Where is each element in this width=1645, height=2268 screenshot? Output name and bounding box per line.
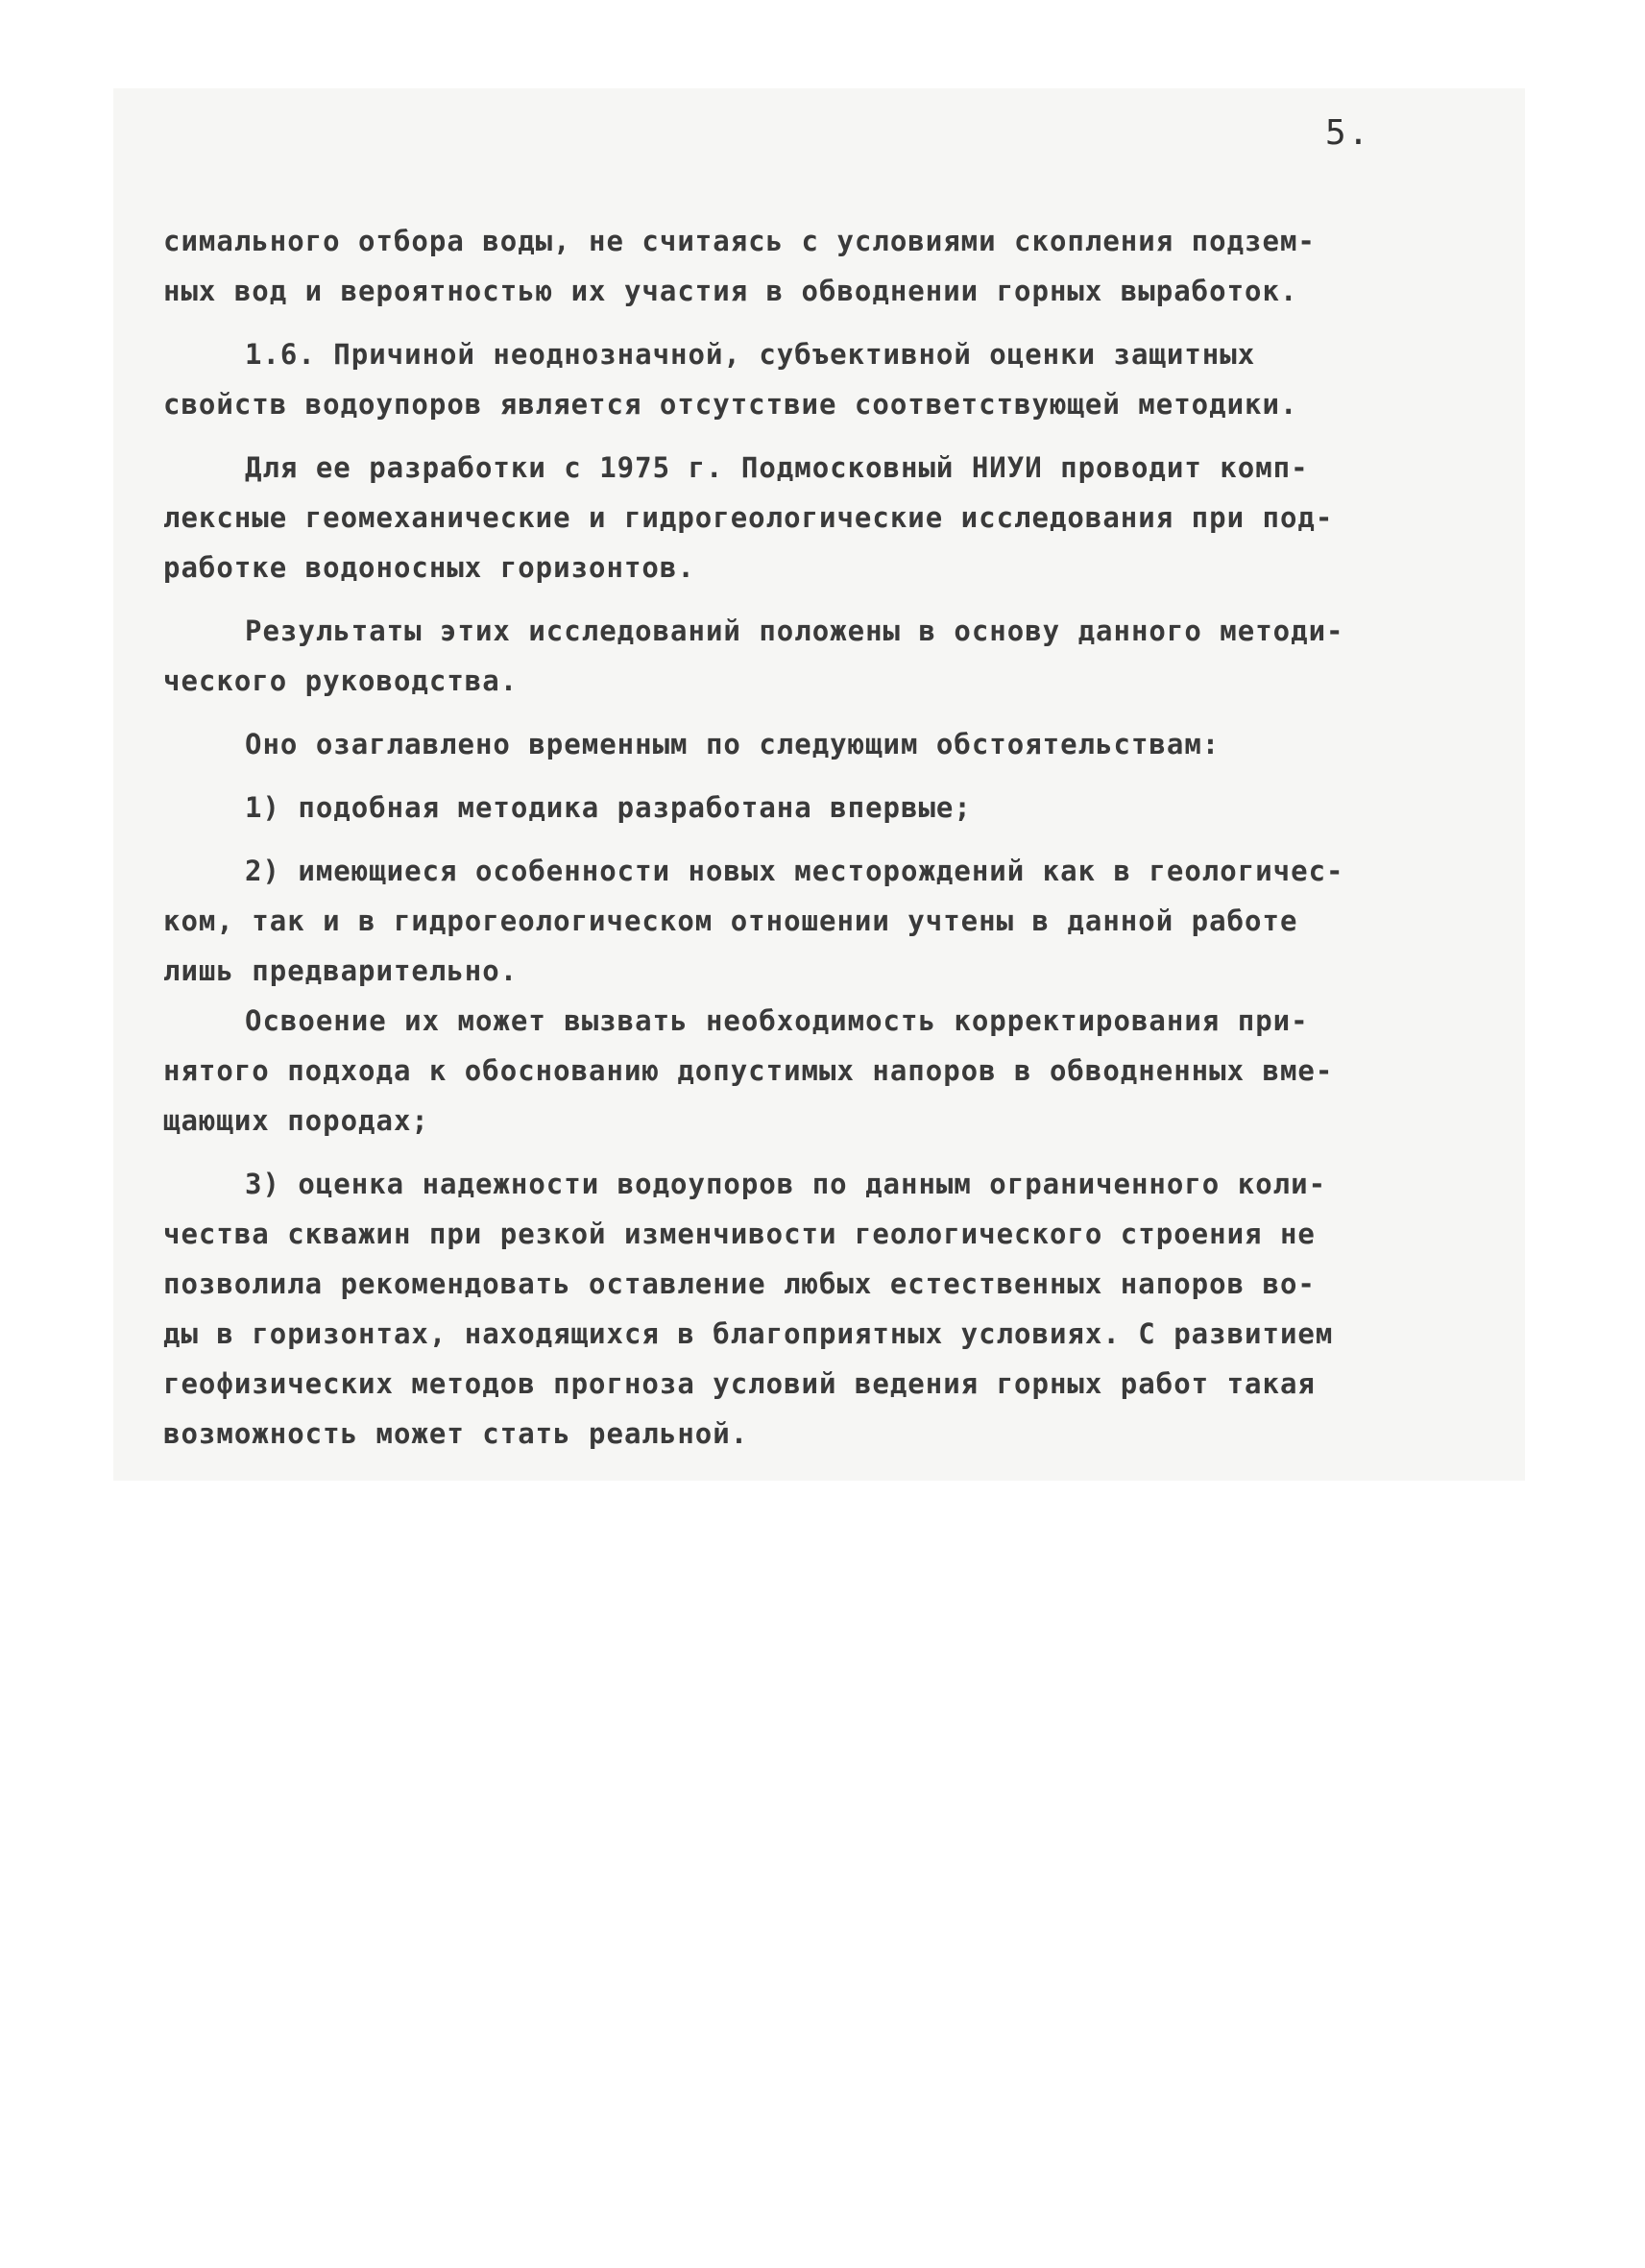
text-line: Освоение их может вызвать необходимость корректирования при- [245,1004,1309,1037]
text-line: ком, так и в гидрогеологическом отношении учтены в данной работе [163,905,1298,937]
paragraph [163,606,1498,706]
text-line: лексные геомеханические и гидрогеологические исследования при под- [163,501,1334,534]
text-line: свойств водоупоров является отсутствие соответствующей методики. [163,388,1298,421]
paragraph [163,329,1498,429]
text-line: ных вод и вероятностью их участия в обводнении горных выработок. [163,275,1298,307]
text-line: позволила рекомендовать оставление любых естественных напоров во- [163,1267,1316,1300]
paragraph [163,443,1498,592]
text-line: 1.6. Причиной неоднозначной, субъективной оценки защитных [245,338,1256,371]
paragraph [163,216,1498,316]
page-number: 5. [1325,113,1371,153]
text-line: ческого руководства. [163,664,519,697]
text-line: симального отбора воды, не считаясь с условиями скопления подзем- [163,225,1316,257]
text-line: 1) подобная методика разработана впервые; [245,791,972,824]
text-line: Результаты этих исследований положены в основу данного методи- [245,615,1344,647]
document-body [163,216,1498,1459]
text-line: лишь предварительно. [163,954,519,987]
text-line: Для ее разработки с 1975 г. Подмосковный НИУИ проводит комп- [245,451,1309,484]
text-line: 2) имеющиеся особенности новых месторождений как в геологичес- [245,855,1344,887]
text-line: чества скважин при резкой изменчивости геологического строения не [163,1218,1316,1250]
text-line: нятого подхода к обоснованию допустимых напоров в обводненных вме- [163,1054,1334,1087]
text-line: возможность может стать реальной. [163,1417,749,1450]
text-line: геофизических методов прогноза условий ведения горных работ такая [163,1367,1316,1400]
list-item [163,1159,1498,1459]
list-item [163,846,1498,996]
text-line: ды в горизонтах, находящихся в благоприятных условиях. С развитием [163,1317,1334,1350]
text-line: 3) оценка надежности водоупоров по данным ограниченного коли- [245,1168,1327,1200]
paragraph [163,719,1498,769]
text-line: Оно озаглавлено временным по следующим обстоятельствам: [245,728,1221,760]
text-line: щающих породах; [163,1104,429,1137]
list-item [163,783,1498,832]
text-line: работке водоносных горизонтов. [163,551,695,584]
paragraph [163,996,1498,1146]
